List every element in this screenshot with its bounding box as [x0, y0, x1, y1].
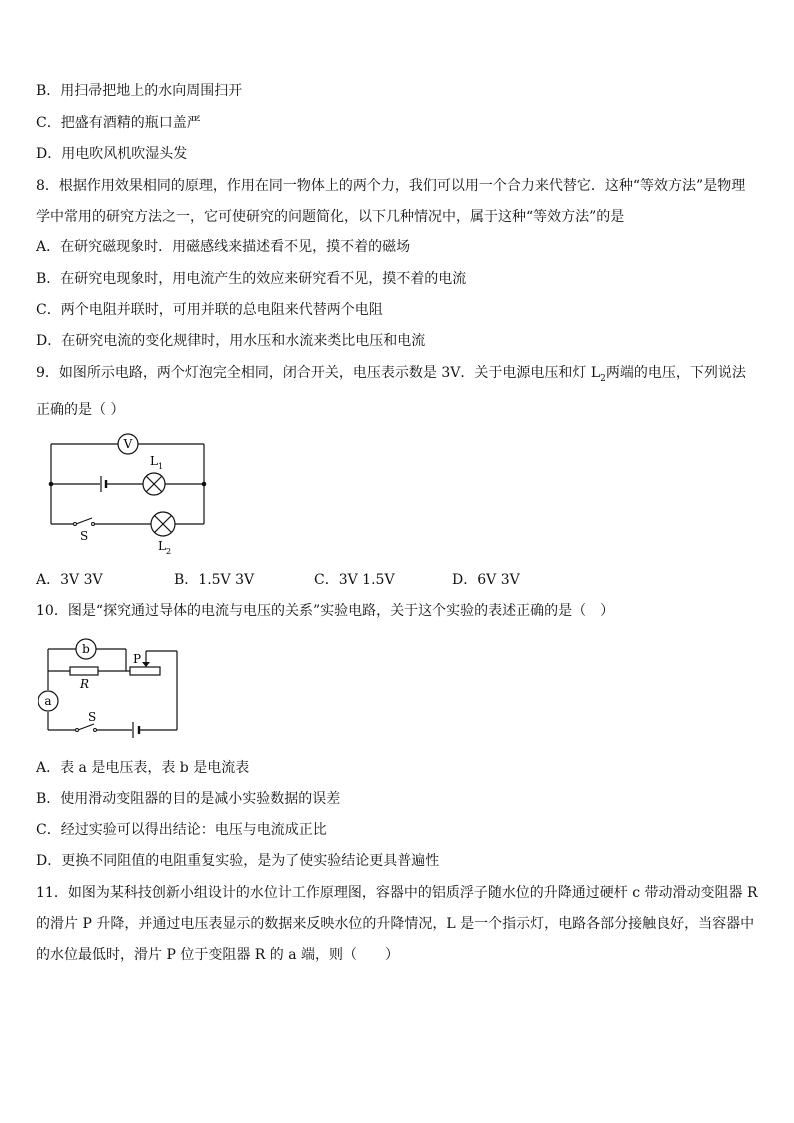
- q11-stem: 11．如图为某科技创新小组设计的水位计工作原理图，容器中的铝质浮子随水位的升降通过硬杆 c 带动滑动变阻器 R 的滑片 P 升降，并通过电压表显示的数据来反映水位的升降情况，L 是一个指示灯，电路各部分接触良好，当容器中的水位最低时，滑片 P 位于变阻器 R 的 a 端，则（ ）: [36, 885, 758, 963]
- voltmeter-symbol: [118, 434, 138, 454]
- q9-option-a: A．3V 3V: [36, 572, 103, 588]
- q10-stem: 10．图是“探究通过导体的电流与电压的关系”实验电路，关于这个实验的表述正确的是（ ）: [36, 603, 615, 619]
- q7-option-d: D．用电吹风机吹湿头发: [36, 146, 188, 162]
- q10-option-c: C．经过实验可以得出结论：电压与电流成正比: [36, 822, 327, 838]
- slider-label: P: [133, 652, 142, 666]
- voltmeter-label: V: [123, 437, 133, 451]
- q10-option-d: D．更换不同阻值的电阻重复实验，是为了使实验结论更具普遍性: [36, 853, 440, 869]
- meter-b-symbol: [76, 639, 96, 659]
- lamp-l2-icon: [151, 512, 175, 536]
- lamp-l2-label: $L_2$: [158, 539, 172, 556]
- q7-option-c: C．把盛有酒精的瓶口盖严: [36, 115, 201, 131]
- q8-stem: 8．根据作用效果相同的原理，作用在同一物体上的两个力，我们可以用一个合力来代替它．这种“等效方法”是物理学中常用的研究方法之一，它可使研究的问题简化，以下几种情况中，属于这种“等效方法”的是: [36, 178, 746, 225]
- q8-option-c: C．两个电阻并联时，可用并联的总电阻来代替两个电阻: [36, 302, 383, 318]
- q10-option-a: A．表 a 是电压表，表 b 是电流表: [36, 760, 250, 776]
- q9-option-c: C．3V 1.5V: [314, 572, 395, 588]
- q9-option-d: D．6V 3V: [452, 572, 520, 588]
- lamp-l1-label: $L_1$: [150, 454, 164, 471]
- q9-circuit-figure: [40, 425, 220, 560]
- q9-stem-sub: 2: [600, 373, 606, 384]
- meter-b-label: b: [82, 642, 90, 656]
- q9-stem-post: 两端的电压，下列说法正确的是（ ）: [36, 365, 746, 418]
- q9-stem: [36, 358, 758, 426]
- q9-stem-pre: 9．如图所示电路，两个灯泡完全相同，闭合开关，电压表示数是 3V．关于电源电压和灯 L: [36, 365, 601, 381]
- q8-option-b: B．在研究电现象时，用电流产生的效应来研究看不见，摸不着的电流: [36, 271, 467, 287]
- meter-a-symbol: [38, 691, 58, 711]
- lamp-l1-icon: [143, 473, 165, 495]
- q8-option-a: A．在研究磁现象时．用磁感线来描述看不见，摸不着的磁场: [36, 239, 411, 255]
- q10-circuit-figure: [38, 634, 188, 739]
- switch-label: S: [88, 710, 97, 724]
- q7-option-b: B．用扫帚把地上的水向周围扫开: [36, 83, 243, 99]
- switch-label: S: [80, 529, 89, 543]
- q9-option-b: B．1.5V 3V: [174, 572, 255, 588]
- resistor-label: R: [80, 677, 90, 691]
- meter-a-label: a: [44, 694, 52, 708]
- q8-option-d: D．在研究电流的变化规律时，用水压和水流来类比电压和电流: [36, 333, 426, 349]
- q10-option-b: B．使用滑动变阻器的目的是减小实验数据的误差: [36, 791, 341, 807]
